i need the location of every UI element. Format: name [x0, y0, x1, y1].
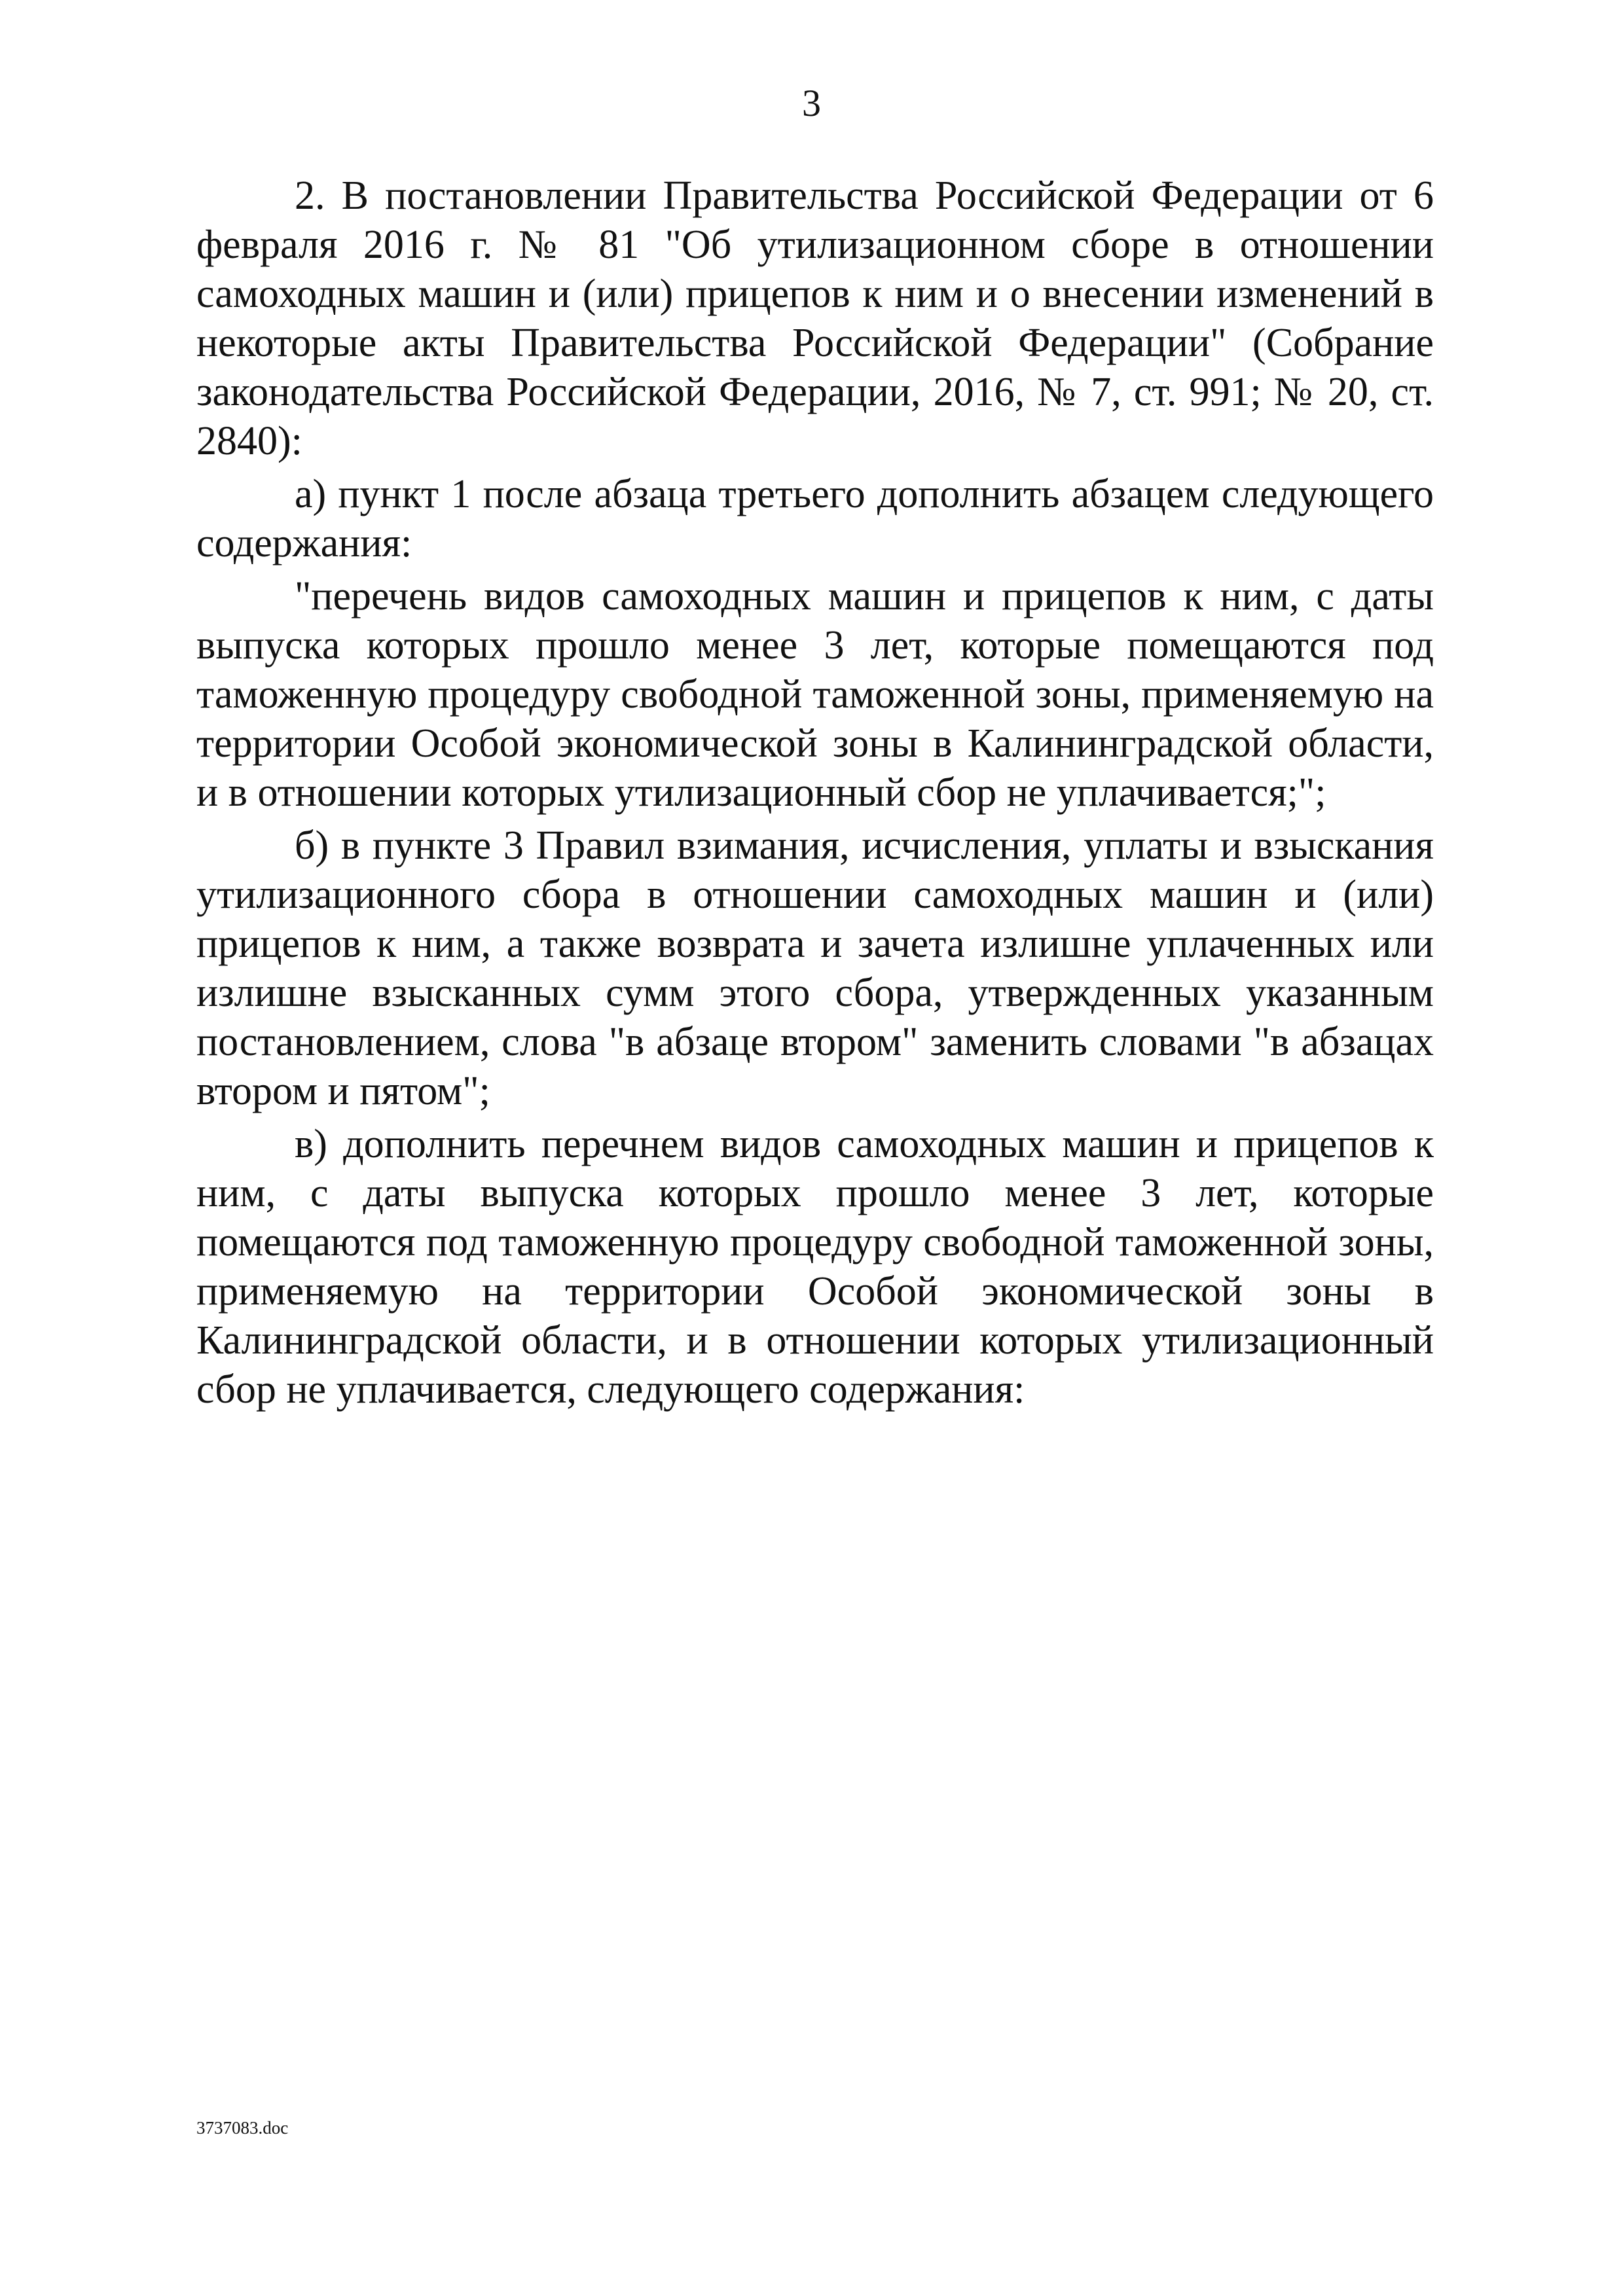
document-body: [196, 171, 1434, 1414]
paragraph-subitem-b: б) в пункте 3 Правил взимания, исчисления, уплаты и взыскания утилизационного сбора в отношении самоходных машин и (или) прицепов к ним, а также возврата и зачета излишне уплаченных или излишне взысканных сумм этого сбора, утвержденных указанным постановлением, слова "в абзаце втором" заменить словами "в абзацах втором и пятом";: [196, 823, 1434, 1113]
paragraph-subitem-v: в) дополнить перечнем видов самоходных машин и прицепов к ним, с даты выпуска которых прошло менее 3 лет, которые помещаются под таможенную процедуру свободной таможенной зоны, применяемую на территории Особой экономической зоны в Калининградской области, и в отношении которых утилизационный сбор не уплачивается, следующего содержания:: [196, 1122, 1434, 1412]
page-number: 3: [802, 82, 821, 124]
paragraph-quoted-text: "перечень видов самоходных машин и прицепов к ним, с даты выпуска которых прошло менее 3 лет, которые помещаются под таможенную процедуру свободной таможенной зоны, применяемую на территории Особой экономической зоны в Калининградской области, и в отношении которых утилизационный сбор не уплачивается;";: [196, 574, 1434, 815]
document-file-code: 3737083.doc: [196, 2118, 289, 2138]
paragraph-item-2: 2. В постановлении Правительства Российской Федерации от 6 февраля 2016 г. № 81 "Об утилизационном сборе в отношении самоходных машин и (или) прицепов к ним и о внесении изменений в некоторые акты Правительства Российской Федерации" (Собрание законодательства Российской Федерации, 2016, № 7, ст. 991; № 20, ст. 2840):: [196, 173, 1434, 463]
paragraph-subitem-a: а) пункт 1 после абзаца третьего дополнить абзацем следующего содержания:: [196, 472, 1434, 565]
